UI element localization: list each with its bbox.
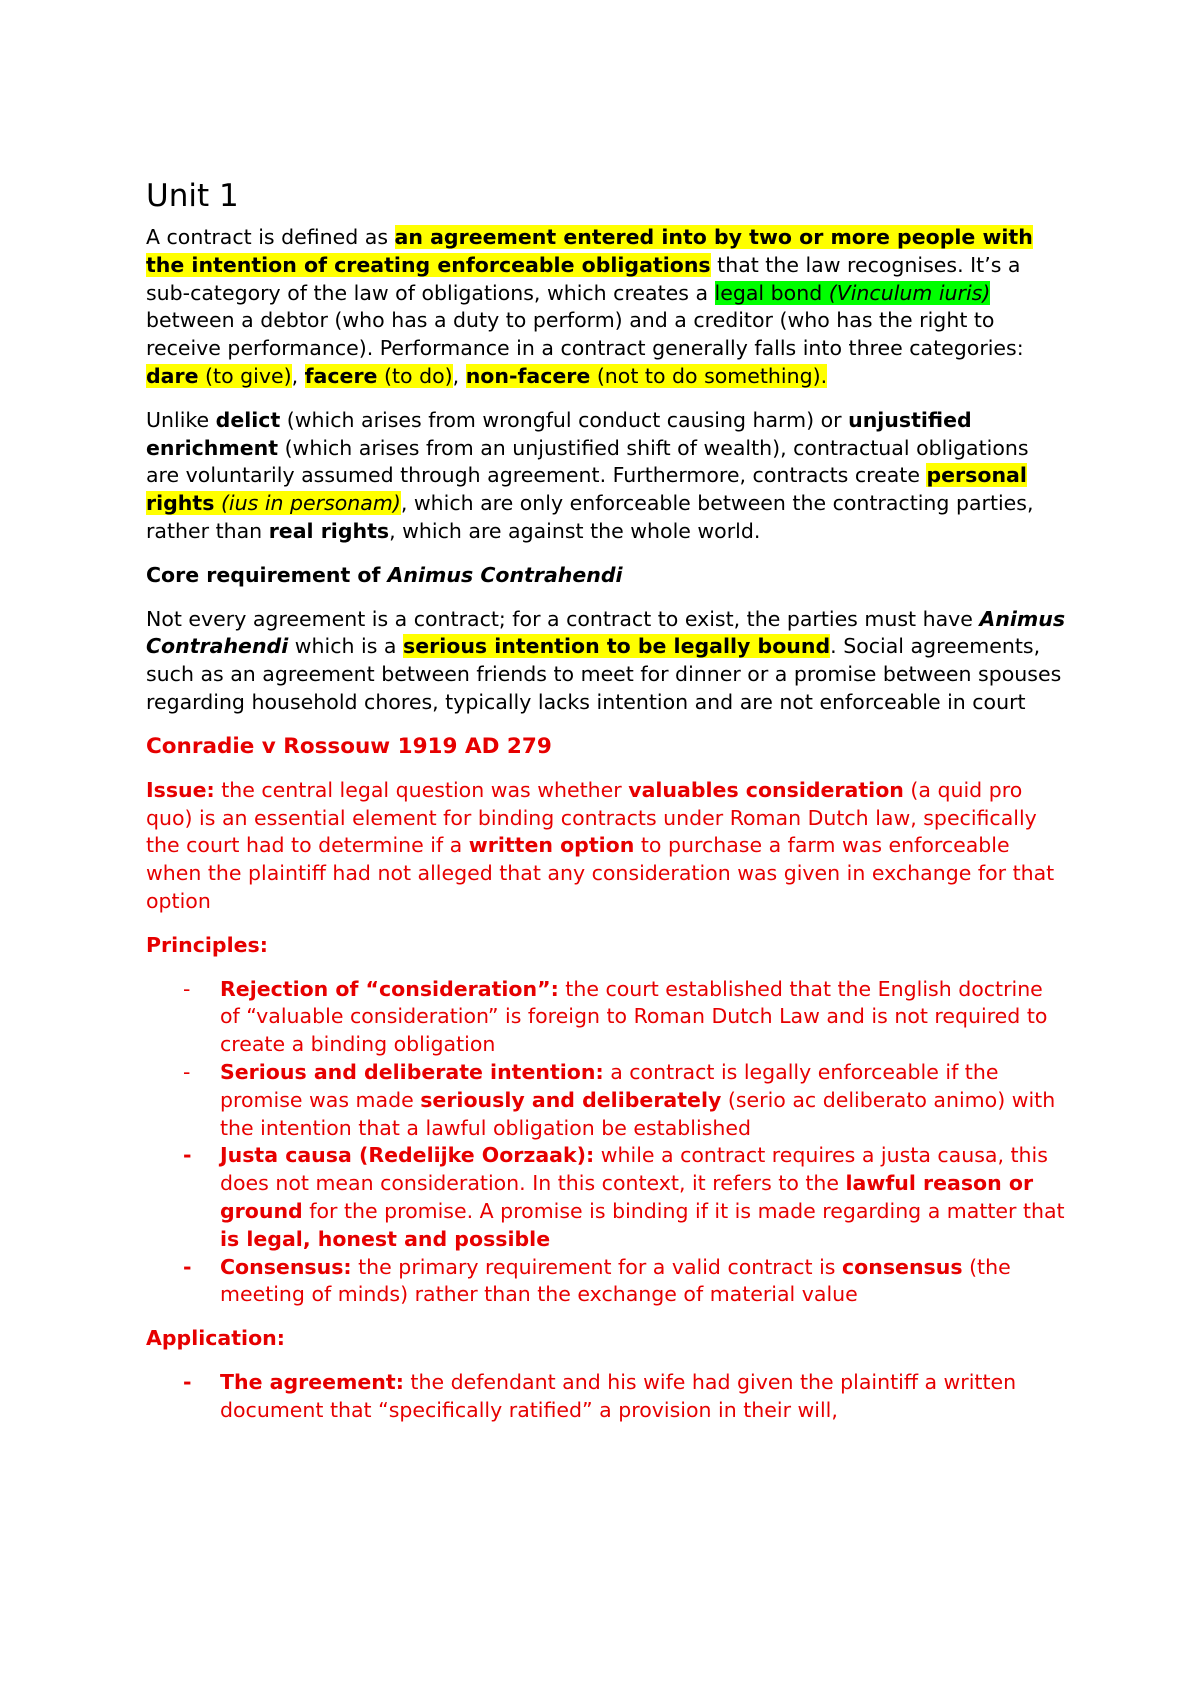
list-item xyxy=(146,1142,1066,1253)
term-non-facere: non-facere xyxy=(465,363,591,388)
paragraph-delict-comparison xyxy=(146,407,1066,546)
case-section xyxy=(146,733,1066,1425)
text: written option xyxy=(468,833,635,858)
dash-marker: - xyxy=(183,1143,192,1168)
term-dare: dare xyxy=(146,363,199,388)
document-page xyxy=(146,178,1066,1440)
term-facere-meaning: (to do) xyxy=(377,363,453,388)
list-item xyxy=(146,1254,1066,1310)
paragraph-contract-definition xyxy=(146,224,1066,391)
application-list xyxy=(146,1369,1066,1425)
principles-list xyxy=(146,976,1066,1310)
text: Consensus: xyxy=(220,1254,352,1279)
paragraph-animus-contrahendi xyxy=(146,606,1066,717)
text: Animus Contrahendi xyxy=(387,562,623,587)
text: A contract is defined as xyxy=(146,225,395,249)
list-item xyxy=(146,1369,1066,1425)
highlight-serious-intention: serious intention to be legally bound xyxy=(403,634,831,659)
term-facere: facere xyxy=(304,363,378,388)
case-title: Conradie v Rossouw 1919 AD 279 xyxy=(146,733,552,759)
term-non-facere-meaning: (not to do something). xyxy=(590,363,828,388)
text: that the law recognises. It’s a sub-category of the law of obligations, which creates a xyxy=(146,252,1021,305)
highlight-vinculum-iuris: (Vinculum iuris) xyxy=(828,280,991,305)
term-personal-rights: personal rights xyxy=(146,463,1027,516)
text: lawful reason or ground xyxy=(220,1171,1034,1223)
term-real-rights: real rights xyxy=(268,518,390,543)
heading-core-requirement xyxy=(146,562,1066,590)
text: , xyxy=(452,363,466,388)
text: (serio ac deliberato animo) with the intention that a lawful obligation be established xyxy=(220,1087,1056,1140)
text: , which are against the whole world. xyxy=(389,518,761,543)
term-delict: delict xyxy=(215,407,281,432)
text: consensus xyxy=(842,1254,963,1279)
text: , xyxy=(291,363,305,388)
text: the primary requirement for a valid contract is xyxy=(351,1254,843,1279)
text: to purchase a farm was enforceable when the plaintiff had not alleged that any consideration was given in exchange for that option xyxy=(146,833,1055,913)
text: (a quid pro quo) is an essential element for binding contracts under Roman Dutch law, specifically the court had to determine if a xyxy=(146,777,1037,858)
text: (the meeting of minds) rather than the exchange of material value xyxy=(220,1254,1011,1307)
text: is legal, honest and possible xyxy=(220,1226,551,1251)
text: the court established that the English doctrine of “valuable consideration” is foreign to Roman Dutch Law and is not required to create a binding obligation xyxy=(220,976,1048,1057)
application-label: Application: xyxy=(146,1326,285,1351)
list-item xyxy=(146,1059,1066,1142)
text: Rejection of “consideration”: xyxy=(220,976,559,1001)
unit-title: Unit 1 xyxy=(146,178,239,214)
term-unjustified-enrichment: unjustified enrichment xyxy=(146,407,972,460)
text: Core requirement of xyxy=(146,562,388,587)
list-item xyxy=(146,976,1066,1059)
highlight-legal-bond: legal bond xyxy=(714,280,829,305)
text: which is a xyxy=(288,634,403,659)
text: (which arises from an unjustified shift of wealth), contractual obligations are voluntarily assumed through agreement. Furthermore, contracts create xyxy=(146,435,1029,488)
text: a contract is legally enforceable if the promise was made xyxy=(220,1059,999,1112)
term-ius-in-personam: (ius in personam) xyxy=(214,491,401,516)
principles-label: Principles: xyxy=(146,932,268,957)
text: while a contract requires a justa causa, this does not mean consideration. In this context, it refers to the xyxy=(220,1143,1048,1196)
text: Serious and deliberate intention: xyxy=(220,1059,604,1084)
dash-marker: - xyxy=(183,1059,191,1084)
text: seriously and deliberately xyxy=(420,1087,722,1112)
text: (which arises from wrongful conduct causing harm) or xyxy=(280,407,849,432)
dash-marker: - xyxy=(183,976,191,1001)
term-animus-contrahendi: Animus Contrahendi xyxy=(146,606,1066,659)
text: between a debtor (who has a duty to perform) and a creditor (who has the right to receive performance). Performance in a contract generally falls into three categories: xyxy=(146,308,1024,361)
text: Not every agreement is a contract; for a contract to exist, the parties must have xyxy=(146,606,980,631)
text: the defendant and his wife had given the plaintiff a written document that “specifically ratified” a provision in their will, xyxy=(220,1369,1017,1422)
text: . Social agreements, such as an agreement between friends to meet for dinner or a promise between spouses regarding household chores, typically lacks intention and are not enforceable in court xyxy=(146,634,1062,714)
text: Unlike xyxy=(146,407,216,432)
dash-marker: - xyxy=(183,1254,192,1279)
dash-marker: - xyxy=(183,1369,192,1394)
term-dare-meaning: (to give) xyxy=(198,363,292,388)
text: The agreement: xyxy=(220,1369,404,1394)
text: for the promise. A promise is binding if it is made regarding a matter that xyxy=(302,1198,1065,1223)
case-issue xyxy=(146,777,1066,916)
text: , which are only enforceable between the contracting parties, rather than xyxy=(146,491,1034,543)
text: Justa causa (Redelijke Oorzaak): xyxy=(220,1143,595,1168)
text: valuables consideration xyxy=(628,777,904,802)
issue-label: Issue: xyxy=(146,777,215,802)
text: the central legal question was whether xyxy=(214,777,629,802)
highlight-definition: an agreement entered into by two or more people with the intention of creating enforceable obligations xyxy=(146,225,1033,277)
